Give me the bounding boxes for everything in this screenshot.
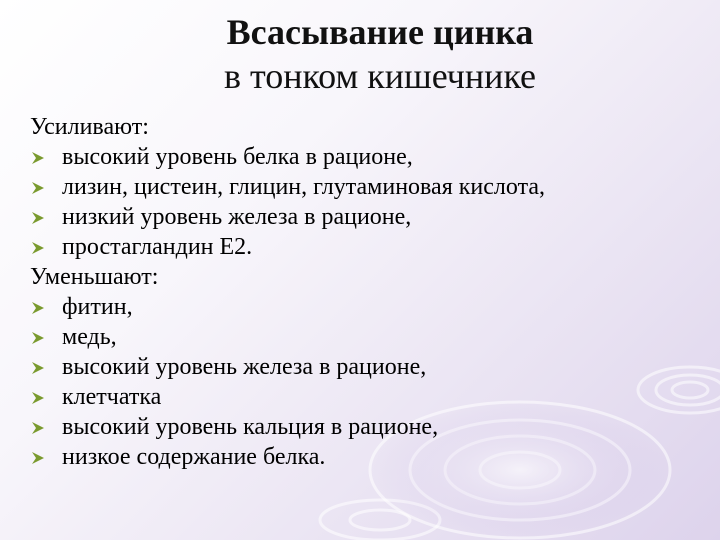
arrow-bullet-icon — [30, 150, 46, 166]
list-item-text: фитин, — [62, 294, 133, 320]
inhibitors-heading: Уменьшают: — [30, 264, 159, 290]
slide-body — [30, 112, 690, 472]
arrow-bullet-icon — [30, 450, 46, 466]
arrow-bullet-icon — [30, 420, 46, 436]
list-item-text: клетчатка — [62, 384, 162, 410]
list-item — [30, 172, 690, 202]
title-line-2: в тонком кишечнике — [223, 56, 537, 96]
arrow-bullet-icon — [30, 330, 46, 346]
list-item — [30, 292, 690, 322]
arrow-bullet-icon — [30, 210, 46, 226]
list-item-text: лизин, цистеин, глицин, глутаминовая кислота, — [62, 174, 545, 200]
arrow-bullet-icon — [30, 300, 46, 316]
list-item — [30, 142, 690, 172]
arrow-bullet-icon — [30, 180, 46, 196]
list-item — [30, 352, 690, 382]
list-item-text: медь, — [62, 324, 117, 350]
arrow-bullet-icon — [30, 240, 46, 256]
title-line-1: Всасывание цинка — [226, 12, 534, 52]
list-item-text: простагландин Е2. — [62, 234, 253, 260]
list-item — [30, 322, 690, 352]
slide-title — [120, 10, 640, 98]
enhancers-heading: Усиливают: — [30, 114, 149, 140]
list-item-text: низкий уровень железа в рационе, — [62, 204, 412, 230]
list-item-text: высокий уровень железа в рационе, — [62, 354, 427, 380]
list-item — [30, 442, 690, 472]
arrow-bullet-icon — [30, 390, 46, 406]
arrow-bullet-icon — [30, 360, 46, 376]
list-item-text: высокий уровень кальция в рационе, — [62, 414, 439, 440]
list-item-text: высокий уровень белка в рационе, — [62, 144, 413, 170]
list-item-text: низкое содержание белка. — [62, 444, 326, 470]
list-item — [30, 412, 690, 442]
list-item — [30, 382, 690, 412]
list-item — [30, 232, 690, 262]
list-item — [30, 202, 690, 232]
